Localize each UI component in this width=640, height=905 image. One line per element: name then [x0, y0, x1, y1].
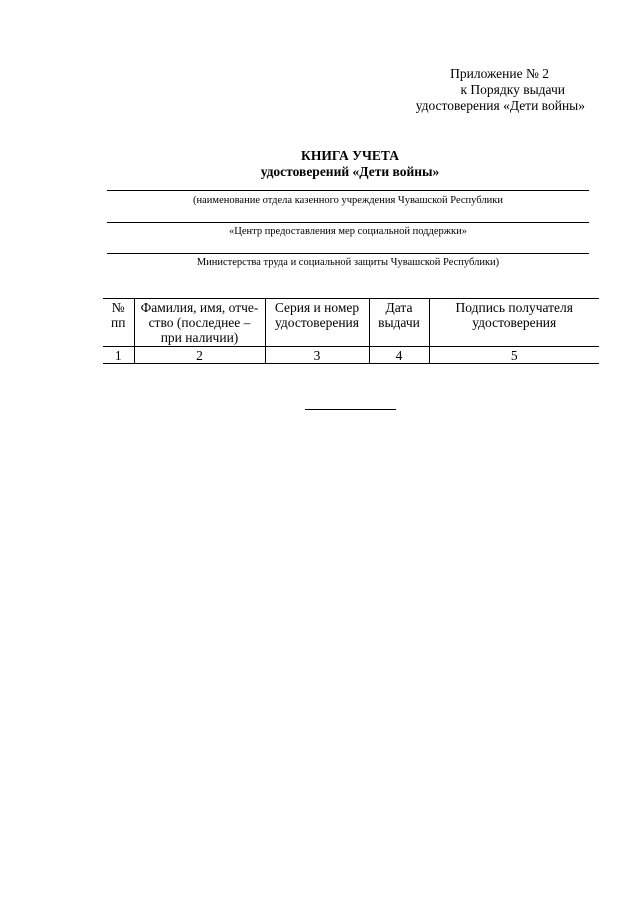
column-number-1: 1 — [103, 347, 134, 364]
header-issue-date: Дата выдачи — [369, 299, 429, 347]
header-certificate-series: Серия и номер удостоверения — [265, 299, 369, 347]
caption-line-3: Министерства труда и социальной защиты Чувашской Республики) — [196, 257, 500, 268]
column-number-2: 2 — [134, 347, 265, 364]
table-column-numbers-row — [103, 347, 599, 364]
fill-line-2 — [107, 222, 589, 223]
caption-line-2: «Центр предоставления мер социальной поддержки» — [228, 226, 467, 237]
appendix-block — [380, 66, 585, 114]
ledger-table — [103, 298, 599, 364]
fill-line-1 — [107, 190, 589, 191]
caption-line-1: (наименование отдела казенного учреждения Чувашской Республики — [193, 195, 503, 206]
column-number-5: 5 — [429, 347, 599, 364]
appendix-document: удостоверения «Дети войны» — [415, 98, 585, 113]
column-number-3: 3 — [265, 347, 369, 364]
title-line-1: КНИГА УЧЕТА — [301, 148, 399, 163]
table-header-row — [103, 299, 599, 347]
title-line-2: удостоверений «Дети войны» — [260, 164, 440, 179]
appendix-reference: к Порядку выдачи — [460, 82, 565, 97]
column-number-4: 4 — [369, 347, 429, 364]
end-of-document-line — [305, 409, 396, 410]
document-title — [0, 148, 640, 180]
header-signature: Подпись получателя удостоверения — [429, 299, 599, 347]
fill-line-3 — [107, 253, 589, 254]
header-number: № пп — [103, 299, 134, 347]
appendix-number: Приложение № 2 — [450, 66, 549, 81]
header-full-name: Фамилия, имя, отче-ство (последнее – при наличии) — [134, 299, 265, 347]
